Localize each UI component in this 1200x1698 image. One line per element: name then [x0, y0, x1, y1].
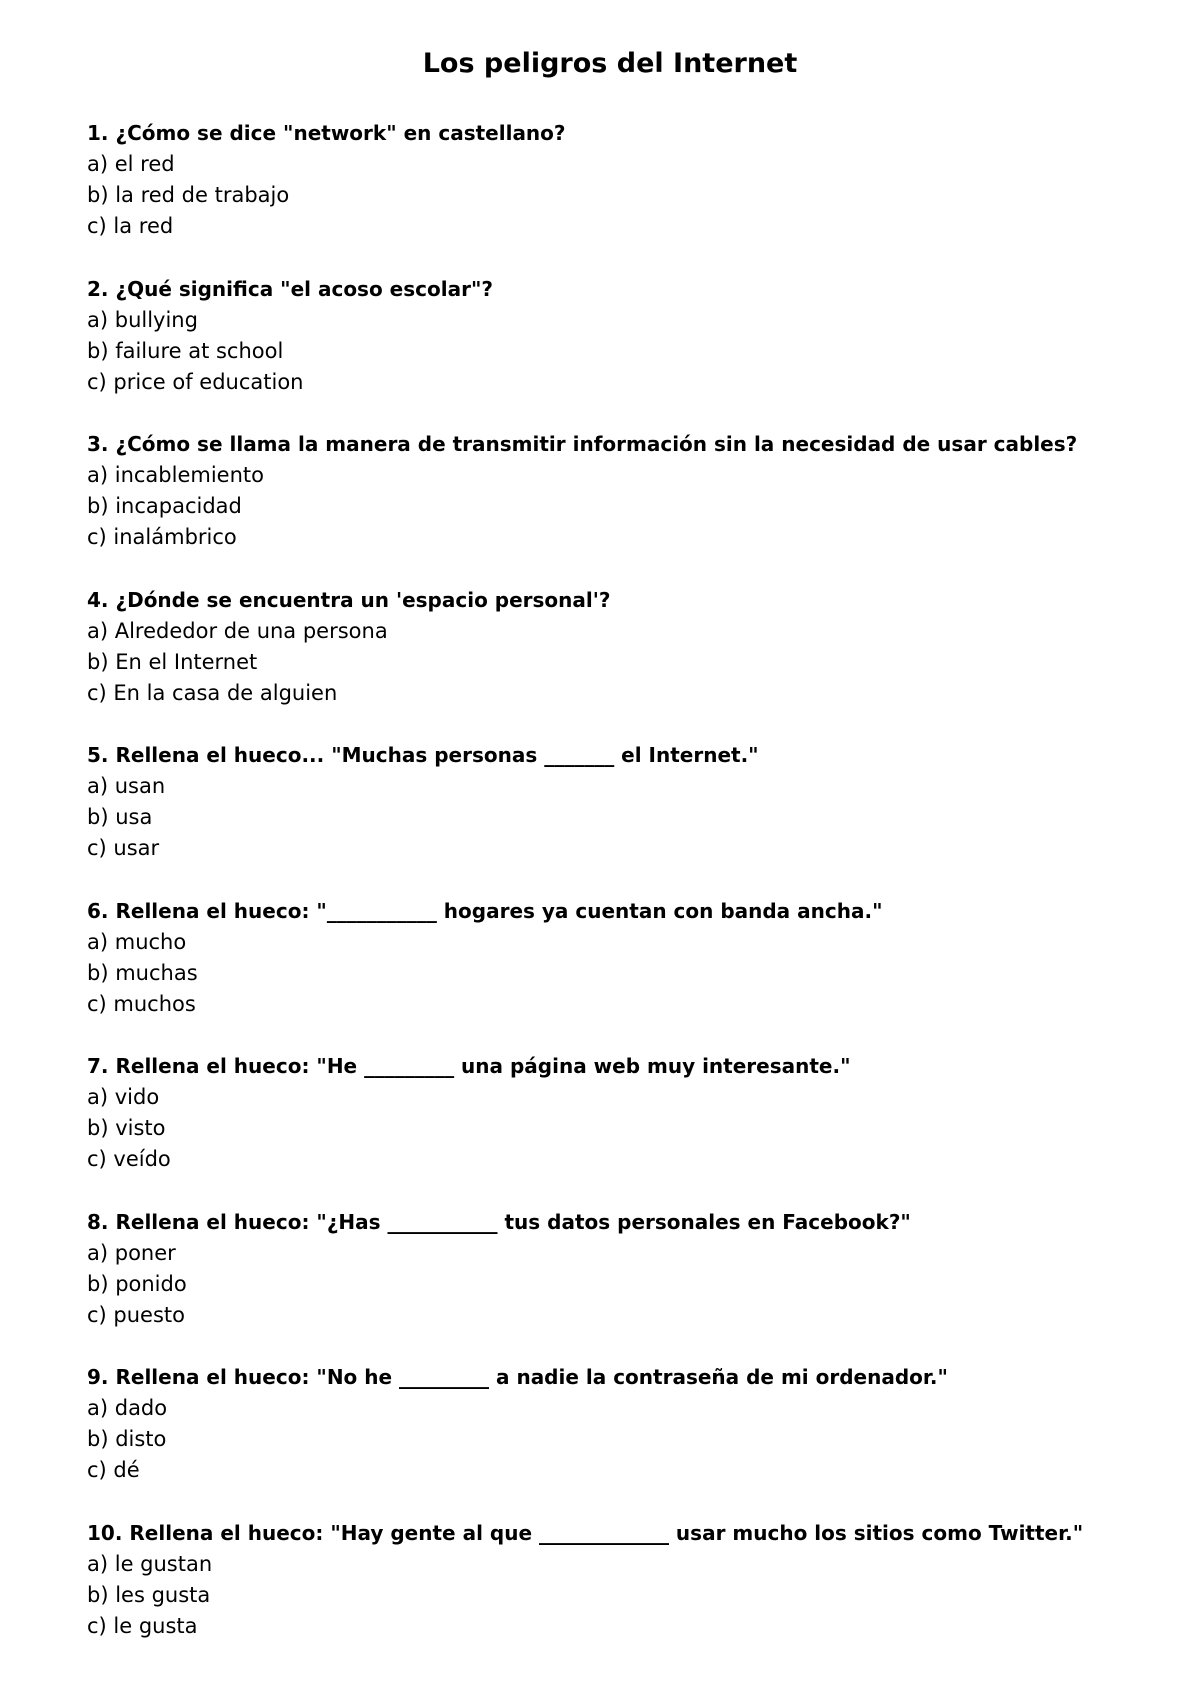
question-prompt: Rellena el hueco: "¿Has ___________ tus datos personales en Facebook?"	[115, 1209, 911, 1234]
question-7	[87, 1051, 1167, 1207]
question-number: 8.	[87, 1209, 109, 1234]
question-list	[87, 118, 1167, 1673]
answer-option: b) la red de trabajo	[87, 183, 290, 207]
question-3	[87, 429, 1167, 585]
question-prompt: Rellena el hueco... "Muchas personas _______ el Internet."	[115, 743, 759, 767]
answer-option: a) mucho	[87, 929, 187, 954]
question-prompt: Rellena el hueco: "___________ hogares ya cuentan con banda ancha."	[115, 898, 883, 923]
question-2	[87, 274, 1167, 430]
question-prompt: ¿Cómo se llama la manera de transmitir información sin la necesidad de usar cables?	[115, 432, 1078, 456]
question-number: 10.	[87, 1520, 123, 1545]
answer-option: b) failure at school	[87, 338, 284, 363]
question-text	[87, 740, 1167, 771]
answer-option: a) poner	[87, 1240, 176, 1265]
answer-option: c) le gusta	[87, 1613, 198, 1638]
question-number: 1.	[87, 121, 109, 145]
question-prompt: ¿Dónde se encuentra un 'espacio personal'?	[115, 587, 611, 612]
question-text	[87, 1207, 1167, 1238]
answer-option: b) ponido	[87, 1271, 187, 1296]
question-number: 9.	[87, 1365, 109, 1389]
question-prompt: Rellena el hueco: "No he _________ a nadie la contraseña de mi ordenador."	[115, 1365, 948, 1389]
answer-option: a) usan	[87, 774, 166, 798]
answer-option: b) visto	[87, 1116, 166, 1140]
answer-option: a) Alrededor de una persona	[87, 618, 388, 643]
question-text	[87, 1518, 1167, 1549]
question-1	[87, 118, 1167, 274]
answer-option: a) vido	[87, 1085, 160, 1109]
answer-option: c) inalámbrico	[87, 525, 237, 549]
answer-option: a) incablemiento	[87, 463, 264, 487]
answer-option: b) En el Internet	[87, 649, 258, 674]
answer-option: c) veído	[87, 1147, 171, 1171]
question-4	[87, 585, 1167, 741]
answer-option: c) usar	[87, 836, 160, 860]
answer-option: a) bullying	[87, 307, 198, 332]
answer-option: c) muchos	[87, 991, 196, 1016]
question-text	[87, 274, 1167, 305]
question-prompt: Rellena el hueco: "He _________ una página web muy interesante."	[115, 1054, 851, 1078]
answer-option: b) les gusta	[87, 1582, 211, 1607]
answer-option: c) puesto	[87, 1302, 185, 1327]
question-number: 4.	[87, 587, 109, 612]
question-text	[87, 118, 1167, 149]
answer-option: c) En la casa de alguien	[87, 680, 338, 705]
question-text	[87, 896, 1167, 927]
question-number: 6.	[87, 898, 109, 923]
question-10	[87, 1518, 1167, 1674]
question-text	[87, 585, 1167, 616]
page-title: Los peligros del Internet	[422, 48, 798, 79]
answer-option: a) el red	[87, 152, 175, 176]
question-number: 3.	[87, 432, 109, 456]
question-number: 2.	[87, 276, 109, 301]
answer-option: c) price of education	[87, 369, 304, 394]
answer-option: b) usa	[87, 805, 153, 829]
question-number: 7.	[87, 1054, 109, 1078]
answer-option: a) dado	[87, 1396, 168, 1420]
question-text	[87, 429, 1167, 460]
answer-option: a) le gustan	[87, 1551, 213, 1576]
question-6	[87, 896, 1167, 1052]
answer-option: c) dé	[87, 1458, 140, 1482]
question-number: 5.	[87, 743, 109, 767]
question-text	[87, 1362, 1167, 1393]
answer-option: c) la red	[87, 214, 174, 238]
question-prompt: Rellena el hueco: "Hay gente al que _____________ usar mucho los sitios como Twitter."	[129, 1520, 1084, 1545]
answer-option: b) disto	[87, 1427, 167, 1451]
question-text	[87, 1051, 1167, 1082]
question-9	[87, 1362, 1167, 1518]
question-prompt: ¿Cómo se dice "network" en castellano?	[115, 121, 566, 145]
answer-option: b) muchas	[87, 960, 198, 985]
question-prompt: ¿Qué significa "el acoso escolar"?	[115, 276, 493, 301]
answer-option: b) incapacidad	[87, 494, 242, 518]
question-5	[87, 740, 1167, 896]
question-8	[87, 1207, 1167, 1363]
